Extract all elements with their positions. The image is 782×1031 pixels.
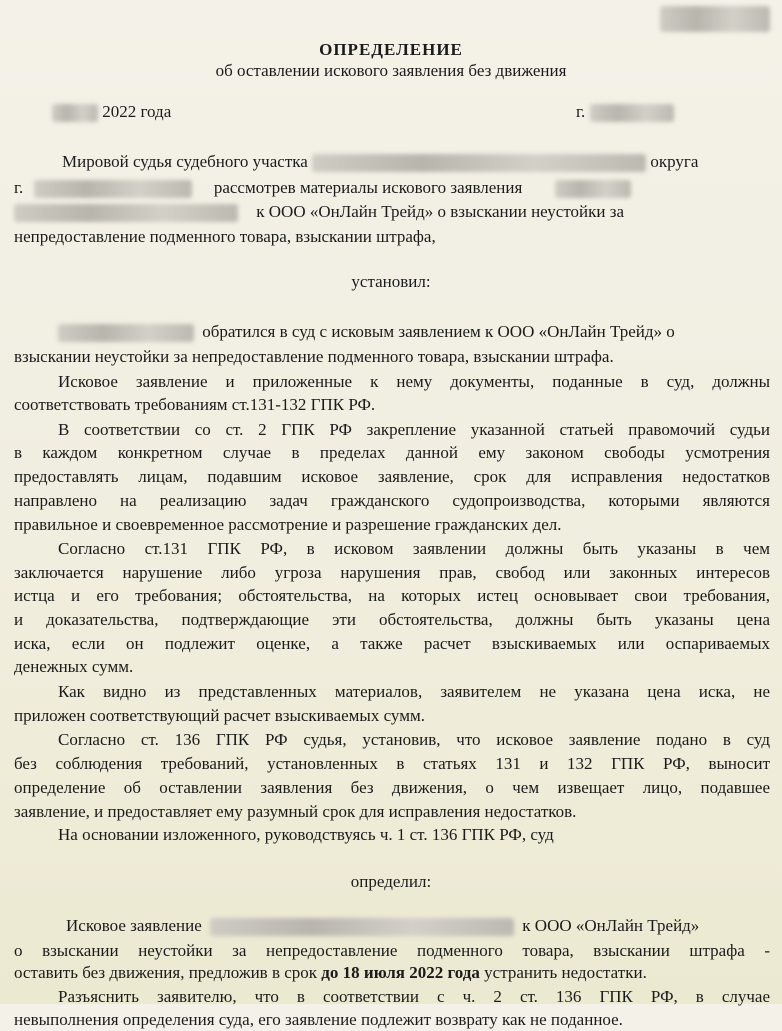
redacted-date <box>52 104 98 122</box>
section-established: установил: <box>351 272 431 291</box>
intro-city-prefix: г. <box>14 178 24 197</box>
p4-line-3: истца и его требования; обстоятельства, на которых истец основывает свои требования, <box>14 586 770 605</box>
p3-line-2: в каждом конкретном случае в пределах данной ему законом свободы усмотрения <box>14 443 770 462</box>
d3-deadline: до 18 июля 2022 года <box>321 963 480 982</box>
p3-line-3: предоставлять лицам, подавшим исковое заявление, срок для исправления недостатков <box>14 467 770 486</box>
p6-line-1: Согласно ст. 136 ГПК РФ судья, установив, что исковое заявление подано в суд <box>58 730 770 749</box>
redacted-corner <box>660 6 770 32</box>
d3-text-c: устранить недостатки. <box>484 963 647 982</box>
redacted-plaintiff-d1 <box>210 918 514 936</box>
redacted-plaintiff-name <box>14 204 238 222</box>
d1-text-a: Исковое заявление <box>66 916 202 935</box>
intro-defendant: к ООО «ОнЛайн Трейд» о взыскании неустойки за <box>256 202 624 221</box>
d3-line <box>14 963 647 983</box>
section-decided: определил: <box>350 872 432 891</box>
p5-line-1: Как видно из представленных материалов, заявителем не указана цена иска, не <box>58 682 770 701</box>
p1-line-1 <box>58 322 675 342</box>
city-prefix: г. <box>576 102 586 121</box>
intro-line-1 <box>62 152 698 172</box>
document-title: ОПРЕДЕЛЕНИЕ <box>319 40 463 59</box>
p4-line-2: заключается нарушение либо угроза нарушения прав, свобод или законных интересов <box>14 563 770 582</box>
p4-line-1: Согласно ст.131 ГПК РФ, в исковом заявлении должны быть указаны в чем <box>58 539 770 558</box>
p3-line-4: направлено на реализацию задач гражданского судопроизводства, которыми являются <box>14 491 770 510</box>
intro-considered: рассмотрев материалы искового заявления <box>213 178 523 197</box>
document-subtitle: об оставлении искового заявления без движения <box>215 61 567 80</box>
p1-line-2: взыскании неустойки за непредоставление подменного товара, взыскании штрафа. <box>14 347 614 366</box>
p6-line-2: без соблюдения требований, установленных в статьях 131 и 132 ГПК РФ, выносит <box>14 754 770 773</box>
d4-line-2: невыполнения определения суда, его заявление подлежит возврату как не поданное. <box>14 1010 623 1029</box>
p1-text: обратился в суд с исковым заявлением к ООО «ОнЛайн Трейд» о <box>202 322 675 341</box>
redacted-plaintiff-p1 <box>58 324 194 342</box>
p6-line-4: заявление, и предоставляет ему разумный срок для исправления недостатков. <box>14 802 577 821</box>
p5-line-2: приложен соответствующий расчет взыскиваемых сумм. <box>14 706 425 725</box>
date-year: 2022 года <box>102 102 172 121</box>
d3-text-a: оставить без движения, предложив в срок <box>14 963 318 982</box>
intro-line-3 <box>14 202 624 222</box>
p2-line-2: соответствовать требованиям ст.131-132 ГПК РФ. <box>14 395 376 414</box>
d1-text-b: к ООО «ОнЛайн Трейд» <box>522 916 700 935</box>
redacted-city <box>590 104 674 122</box>
p3-line-5: правильное и своевременное рассмотрение и разрешение гражданских дел. <box>14 515 562 534</box>
intro-line-4: непредоставление подменного товара, взыскании штрафа, <box>14 227 436 246</box>
p2-line-1: Исковое заявление и приложенные к нему документы, поданные в суд, должны <box>58 372 770 391</box>
d2-line: о взыскании неустойки за непредоставление подменного товара, взыскании штрафа - <box>14 941 770 960</box>
p7-line: На основании изложенного, руководствуясь ч. 1 ст. 136 ГПК РФ, суд <box>58 825 554 844</box>
city-line <box>576 102 674 122</box>
redacted-city-name <box>34 180 192 198</box>
intro-judge: Мировой судья судебного участка <box>62 152 308 171</box>
p4-line-6: денежных сумм. <box>14 657 134 676</box>
p6-line-3: определение об оставлении заявления без движения, о чем извещает лицо, подавшее <box>14 778 770 797</box>
d4-line-1: Разъяснить заявителю, что в соответствии с ч. 2 ст. 136 ГПК РФ, в случае <box>58 987 770 1006</box>
p3-line-1: В соответствии со ст. 2 ГПК РФ закрепление указанной статьей правомочий судьи <box>58 420 770 439</box>
intro-line-2 <box>14 178 631 198</box>
p4-line-4: и доказательства, подтверждающие эти обстоятельства, должны быть указаны цена <box>14 610 770 629</box>
date-line <box>52 102 171 122</box>
redacted-court <box>312 154 646 172</box>
intro-district: округа <box>650 152 699 171</box>
redacted-plaintiff <box>555 180 631 198</box>
p4-line-5: иска, если он подлежит оценке, а также расчет взыскиваемых или оспариваемых <box>14 634 770 653</box>
d1-line <box>66 916 699 936</box>
